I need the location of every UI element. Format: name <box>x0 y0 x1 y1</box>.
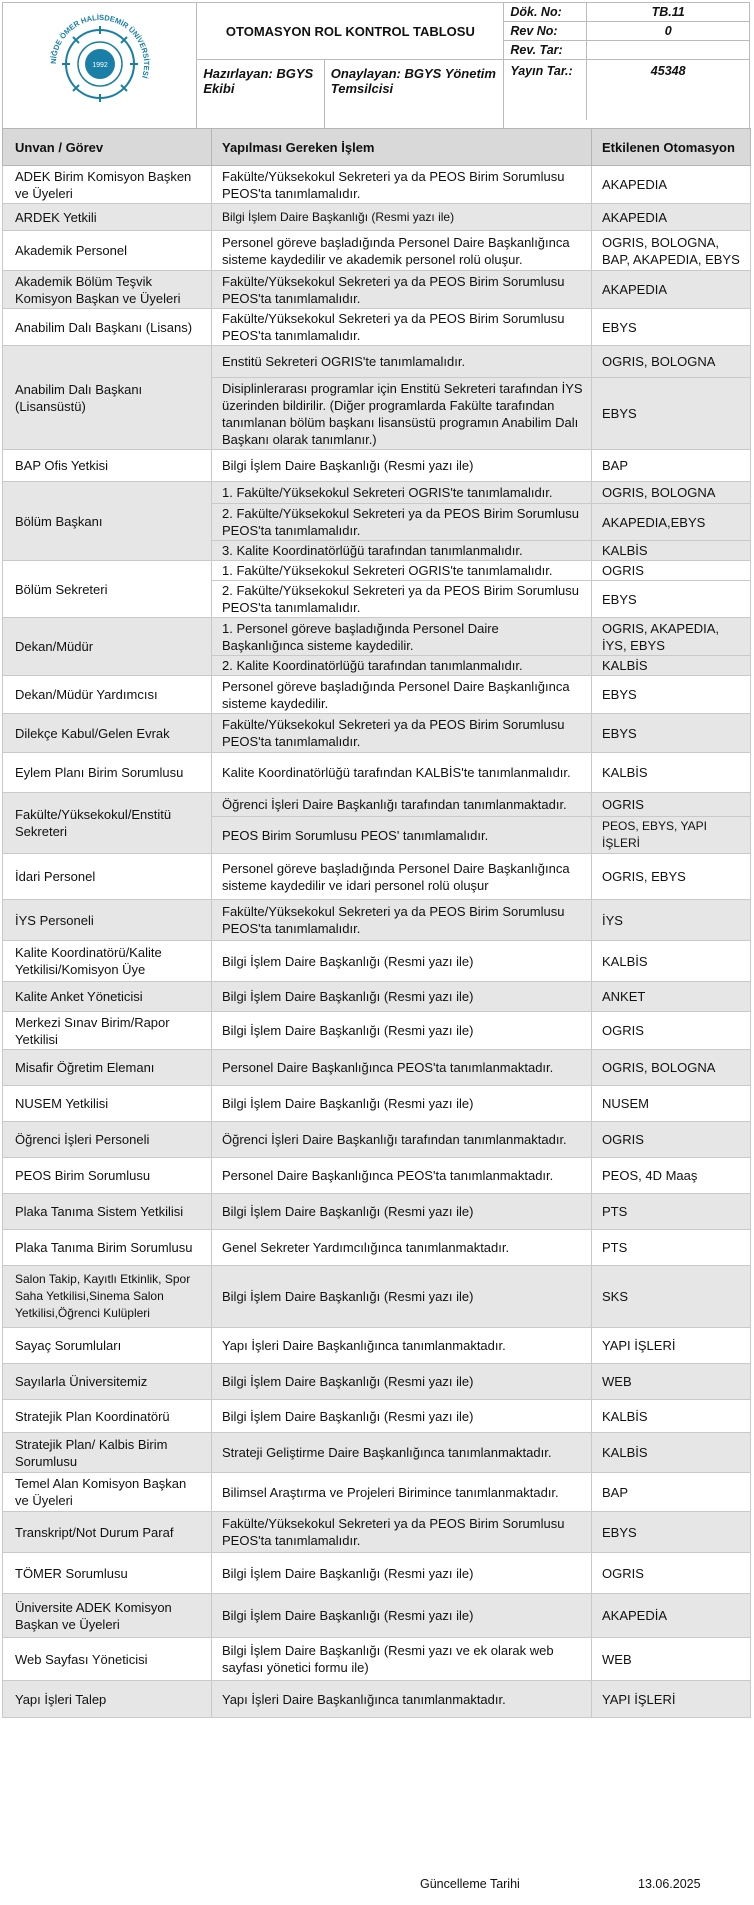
system-cell: BAP <box>592 450 751 482</box>
system-cell: PTS <box>592 1194 751 1230</box>
table-row <box>3 346 751 378</box>
action-cell: Fakülte/Yüksekokul Sekreteri ya da PEOS Birim Sorumlusu PEOS'ta tanımlamalıdır. <box>212 271 592 309</box>
system-cell: YAPI İŞLERİ <box>592 1328 751 1364</box>
table-row <box>3 714 751 753</box>
system-cell: EBYS <box>592 378 751 450</box>
role-cell: Akademik Bölüm Teşvik Komisyon Başkan ve Üyeleri <box>3 271 212 309</box>
system-cell: AKAPEDIA <box>592 204 751 231</box>
table-row <box>3 309 751 346</box>
role-cell: Plaka Tanıma Sistem Yetkilisi <box>3 1194 212 1230</box>
table-row <box>3 231 751 271</box>
system-cell: BAP <box>592 1473 751 1512</box>
role-cell: İYS Personeli <box>3 900 212 941</box>
role-cell: Stratejik Plan Koordinatörü <box>3 1400 212 1433</box>
pub-date-label: Yayın Tar.: <box>504 60 587 82</box>
role-cell: Dekan/Müdür Yardımcısı <box>3 676 212 714</box>
role-cell: Plaka Tanıma Birim Sorumlusu <box>3 1230 212 1266</box>
action-cell: 2. Fakülte/Yüksekokul Sekreteri ya da PEOS Birim Sorumlusu PEOS'ta tanımlamalıdır. <box>212 504 592 541</box>
action-cell: Bilgi İşlem Daire Başkanlığı (Resmi yazı ile) <box>212 1553 592 1594</box>
system-cell: KALBİS <box>592 753 751 793</box>
table-row <box>3 676 751 714</box>
doc-no-value: TB.11 <box>587 3 749 22</box>
role-cell: Merkezi Sınav Birim/Rapor Yetkilisi <box>3 1012 212 1050</box>
system-cell: OGRIS, BOLOGNA <box>592 346 751 378</box>
role-cell: Yapı İşleri Talep <box>3 1681 212 1718</box>
system-cell: PEOS, EBYS, YAPI İŞLERİ <box>592 817 751 854</box>
table-row <box>3 941 751 982</box>
table-row <box>3 1122 751 1158</box>
update-date-value: 13.06.2025 <box>638 1877 701 1891</box>
role-cell: Transkript/Not Durum Paraf <box>3 1512 212 1553</box>
system-cell: EBYS <box>592 676 751 714</box>
system-cell: AKAPEDIA,EBYS <box>592 504 751 541</box>
update-date-label: Güncelleme Tarihi <box>420 1877 520 1891</box>
table-row <box>3 1638 751 1681</box>
role-cell: Anabilim Dalı Başkanı (Lisans) <box>3 309 212 346</box>
table-row <box>3 1328 751 1364</box>
document-footer <box>0 1877 754 1897</box>
action-cell: Kalite Koordinatörlüğü tarafından KALBİS'te tanımlanmalıdır. <box>212 753 592 793</box>
system-cell: KALBİS <box>592 941 751 982</box>
rev-no-label: Rev No: <box>504 22 587 41</box>
table-row <box>3 900 751 941</box>
table-row <box>3 854 751 900</box>
table-row <box>3 1012 751 1050</box>
action-cell: 3. Kalite Koordinatörlüğü tarafından tanımlanmalıdır. <box>212 541 592 561</box>
table-row <box>3 482 751 504</box>
system-cell: OGRIS, BOLOGNA <box>592 482 751 504</box>
role-cell: ARDEK Yetkili <box>3 204 212 231</box>
system-cell: WEB <box>592 1364 751 1400</box>
role-cell: Bölüm Sekreteri <box>3 561 212 618</box>
action-cell: Fakülte/Yüksekokul Sekreteri ya da PEOS Birim Sorumlusu PEOS'ta tanımlamalıdır. <box>212 900 592 941</box>
system-cell: YAPI İŞLERİ <box>592 1681 751 1718</box>
table-row <box>3 450 751 482</box>
table-row <box>3 1681 751 1718</box>
system-cell: PTS <box>592 1230 751 1266</box>
system-cell: KALBİS <box>592 541 751 561</box>
role-cell: Öğrenci İşleri Personeli <box>3 1122 212 1158</box>
doc-meta-top <box>504 3 750 60</box>
system-cell: OGRIS, AKAPEDIA, İYS, EBYS <box>592 618 751 656</box>
role-cell: Anabilim Dalı Başkanı (Lisansüstü) <box>3 346 212 450</box>
logo-year: 1992 <box>91 62 108 69</box>
col-header-role: Unvan / Görev <box>3 129 212 166</box>
action-cell: Öğrenci İşleri Daire Başkanlığı tarafından tanımlanmaktadır. <box>212 793 592 817</box>
action-cell: Personel Daire Başkanlığınca PEOS'ta tanımlanmaktadır. <box>212 1050 592 1086</box>
action-cell: 1. Fakülte/Yüksekokul Sekreteri OGRIS'te tanımlamalıdır. <box>212 561 592 581</box>
system-cell: OGRIS, BOLOGNA <box>592 1050 751 1086</box>
system-cell: EBYS <box>592 581 751 618</box>
document-header <box>2 2 750 129</box>
action-cell: 1. Personel göreve başladığında Personel Daire Başkanlığınca sisteme kaydedilir. <box>212 618 592 656</box>
table-row <box>3 1433 751 1473</box>
logo-text: NİĞDE ÖMER HALİSDEMİR ÜNİVERSİTESİ <box>48 12 151 80</box>
action-cell: Bilgi İşlem Daire Başkanlığı (Resmi yazı ve ek olarak web sayfası yönetici formu ile) <box>212 1638 592 1681</box>
action-cell: Bilgi İşlem Daire Başkanlığı (Resmi yazı ile) <box>212 450 592 482</box>
table-row <box>3 1512 751 1553</box>
action-cell: Fakülte/Yüksekokul Sekreteri ya da PEOS Birim Sorumlusu PEOS'ta tanımlamalıdır. <box>212 166 592 204</box>
table-row <box>3 204 751 231</box>
role-cell: Dekan/Müdür <box>3 618 212 676</box>
system-cell: WEB <box>592 1638 751 1681</box>
table-row <box>3 1050 751 1086</box>
role-cell: Web Sayfası Yöneticisi <box>3 1638 212 1681</box>
action-cell: Yapı İşleri Daire Başkanlığınca tanımlanmaktadır. <box>212 1681 592 1718</box>
logo-cell <box>3 3 197 129</box>
system-cell: AKAPEDIA <box>592 166 751 204</box>
role-cell: Kalite Anket Yöneticisi <box>3 982 212 1012</box>
action-cell: Strateji Geliştirme Daire Başkanlığınca tanımlanmaktadır. <box>212 1433 592 1473</box>
system-cell: EBYS <box>592 309 751 346</box>
table-row <box>3 1158 751 1194</box>
prepared-by: Hazırlayan: BGYS Ekibi <box>197 60 324 129</box>
table-row <box>3 561 751 581</box>
table-row <box>3 1553 751 1594</box>
action-cell: Bilgi İşlem Daire Başkanlığı (Resmi yazı ile) <box>212 941 592 982</box>
col-header-system: Etkilenen Otomasyon <box>592 129 751 166</box>
action-cell: Disiplinlerarası programlar için Enstitü Sekreteri tarafından İYS üzerinden bildirilir. (Diğer programlarda Fakülte tarafından tanımlanan bölüm başkanı lisansüstü programın Anabilim Dalı Başkanı olarak tanımlanır.) <box>212 378 592 450</box>
action-cell: Personel göreve başladığında Personel Daire Başkanlığınca sisteme kaydedilir ve idari personel rolü oluşur <box>212 854 592 900</box>
table-row <box>3 1364 751 1400</box>
system-cell: İYS <box>592 900 751 941</box>
system-cell: ANKET <box>592 982 751 1012</box>
doc-meta-bottom <box>504 60 750 129</box>
system-cell: AKAPEDIA <box>592 271 751 309</box>
action-cell: Bilgi İşlem Daire Başkanlığı (Resmi yazı ile) <box>212 1594 592 1638</box>
system-cell: NUSEM <box>592 1086 751 1122</box>
action-cell: Personel göreve başladığında Personel Daire Başkanlığınca sisteme kaydedilir ve akademik personel rolü oluşur. <box>212 231 592 271</box>
system-cell: KALBİS <box>592 1400 751 1433</box>
system-cell: OGRIS <box>592 561 751 581</box>
system-cell: OGRIS <box>592 1122 751 1158</box>
role-cell: ADEK Birim Komisyon Başken ve Üyeleri <box>3 166 212 204</box>
role-cell: Fakülte/Yüksekokul/Enstitü Sekreteri <box>3 793 212 854</box>
action-cell: Bilgi İşlem Daire Başkanlığı (Resmi yazı ile) <box>212 204 592 231</box>
system-cell: OGRIS, BOLOGNA, BAP, AKAPEDIA, EBYS <box>592 231 751 271</box>
table-row <box>3 1400 751 1433</box>
role-cell: Misafir Öğretim Elemanı <box>3 1050 212 1086</box>
table-header-row <box>3 129 751 166</box>
role-cell: Akademik Personel <box>3 231 212 271</box>
rev-no-value: 0 <box>587 22 749 41</box>
university-logo-icon <box>40 6 160 122</box>
action-cell: Fakülte/Yüksekokul Sekreteri ya da PEOS Birim Sorumlusu PEOS'ta tanımlamalıdır. <box>212 309 592 346</box>
role-cell: Sayaç Sorumluları <box>3 1328 212 1364</box>
action-cell: Bilgi İşlem Daire Başkanlığı (Resmi yazı ile) <box>212 1012 592 1050</box>
action-cell: Bilgi İşlem Daire Başkanlığı (Resmi yazı ile) <box>212 982 592 1012</box>
table-row <box>3 1594 751 1638</box>
table-row <box>3 753 751 793</box>
action-cell: Bilgi İşlem Daire Başkanlığı (Resmi yazı ile) <box>212 1400 592 1433</box>
action-cell: Öğrenci İşleri Daire Başkanlığı tarafından tanımlanmaktadır. <box>212 1122 592 1158</box>
role-table <box>2 128 751 1718</box>
table-row <box>3 1194 751 1230</box>
role-cell: Salon Takip, Kayıtlı Etkinlik, Spor Saha Yetkilisi,Sinema Salon Yetkilisi,Öğrenci Kulüpleri <box>3 1266 212 1328</box>
action-cell: 1. Fakülte/Yüksekokul Sekreteri OGRIS'te tanımlamalıdır. <box>212 482 592 504</box>
system-cell: AKAPEDİA <box>592 1594 751 1638</box>
table-row <box>3 618 751 656</box>
action-cell: 2. Fakülte/Yüksekokul Sekreteri ya da PEOS Birim Sorumlusu PEOS'ta tanımlamalıdır. <box>212 581 592 618</box>
role-cell: TÖMER Sorumlusu <box>3 1553 212 1594</box>
system-cell: OGRIS <box>592 793 751 817</box>
table-row <box>3 1266 751 1328</box>
system-cell: OGRIS <box>592 1012 751 1050</box>
role-cell: NUSEM Yetkilisi <box>3 1086 212 1122</box>
document-title: OTOMASYON ROL KONTROL TABLOSU <box>197 3 504 60</box>
action-cell: Fakülte/Yüksekokul Sekreteri ya da PEOS Birim Sorumlusu PEOS'ta tanımlamalıdır. <box>212 714 592 753</box>
role-cell: İdari Personel <box>3 854 212 900</box>
action-cell: Personel Daire Başkanlığınca PEOS'ta tanımlanmaktadır. <box>212 1158 592 1194</box>
system-cell: KALBİS <box>592 656 751 676</box>
action-cell: Bilgi İşlem Daire Başkanlığı (Resmi yazı ile) <box>212 1266 592 1328</box>
table-row <box>3 1086 751 1122</box>
system-cell: SKS <box>592 1266 751 1328</box>
system-cell: KALBİS <box>592 1433 751 1473</box>
action-cell: Personel göreve başladığında Personel Daire Başkanlığınca sisteme kaydedilir. <box>212 676 592 714</box>
approved-by: Onaylayan: BGYS Yönetim Temsilcisi <box>324 60 504 129</box>
system-cell: EBYS <box>592 1512 751 1553</box>
rev-date-value <box>587 41 749 60</box>
role-cell: Sayılarla Üniversitemiz <box>3 1364 212 1400</box>
action-cell: Bilimsel Araştırma ve Projeleri Birimince tanımlanmaktadır. <box>212 1473 592 1512</box>
role-cell: PEOS Birim Sorumlusu <box>3 1158 212 1194</box>
pub-date-value: 45348 <box>650 64 686 78</box>
action-cell: Yapı İşleri Daire Başkanlığınca tanımlanmaktadır. <box>212 1328 592 1364</box>
action-cell: Bilgi İşlem Daire Başkanlığı (Resmi yazı ile) <box>212 1086 592 1122</box>
action-cell: Bilgi İşlem Daire Başkanlığı (Resmi yazı ile) <box>212 1364 592 1400</box>
role-cell: Temel Alan Komisyon Başkan ve Üyeleri <box>3 1473 212 1512</box>
role-cell: BAP Ofis Yetkisi <box>3 450 212 482</box>
table-row <box>3 1230 751 1266</box>
action-cell: Genel Sekreter Yardımcılığınca tanımlanmaktadır. <box>212 1230 592 1266</box>
table-row <box>3 271 751 309</box>
system-cell: PEOS, 4D Maaş <box>592 1158 751 1194</box>
doc-no-label: Dök. No: <box>504 3 587 22</box>
table-row <box>3 793 751 817</box>
action-cell: 2. Kalite Koordinatörlüğü tarafından tanımlanmalıdır. <box>212 656 592 676</box>
role-cell: Üniversite ADEK Komisyon Başkan ve Üyeleri <box>3 1594 212 1638</box>
system-cell: OGRIS <box>592 1553 751 1594</box>
role-cell: Eylem Planı Birim Sorumlusu <box>3 753 212 793</box>
action-cell: PEOS Birim Sorumlusu PEOS' tanımlamalıdır. <box>212 817 592 854</box>
role-cell: Bölüm Başkanı <box>3 482 212 561</box>
action-cell: Bilgi İşlem Daire Başkanlığı (Resmi yazı ile) <box>212 1194 592 1230</box>
role-cell: Stratejik Plan/ Kalbis Birim Sorumlusu <box>3 1433 212 1473</box>
table-row <box>3 166 751 204</box>
rev-date-label: Rev. Tar: <box>504 41 587 60</box>
table-row <box>3 982 751 1012</box>
col-header-action: Yapılması Gereken İşlem <box>212 129 592 166</box>
action-cell: Fakülte/Yüksekokul Sekreteri ya da PEOS Birim Sorumlusu PEOS'ta tanımlamalıdır. <box>212 1512 592 1553</box>
role-cell: Kalite Koordinatörü/Kalite Yetkilisi/Komisyon Üye <box>3 941 212 982</box>
system-cell: EBYS <box>592 714 751 753</box>
role-cell: Dilekçe Kabul/Gelen Evrak <box>3 714 212 753</box>
table-row <box>3 1473 751 1512</box>
system-cell: OGRIS, EBYS <box>592 854 751 900</box>
action-cell: Enstitü Sekreteri OGRIS'te tanımlamalıdır. <box>212 346 592 378</box>
